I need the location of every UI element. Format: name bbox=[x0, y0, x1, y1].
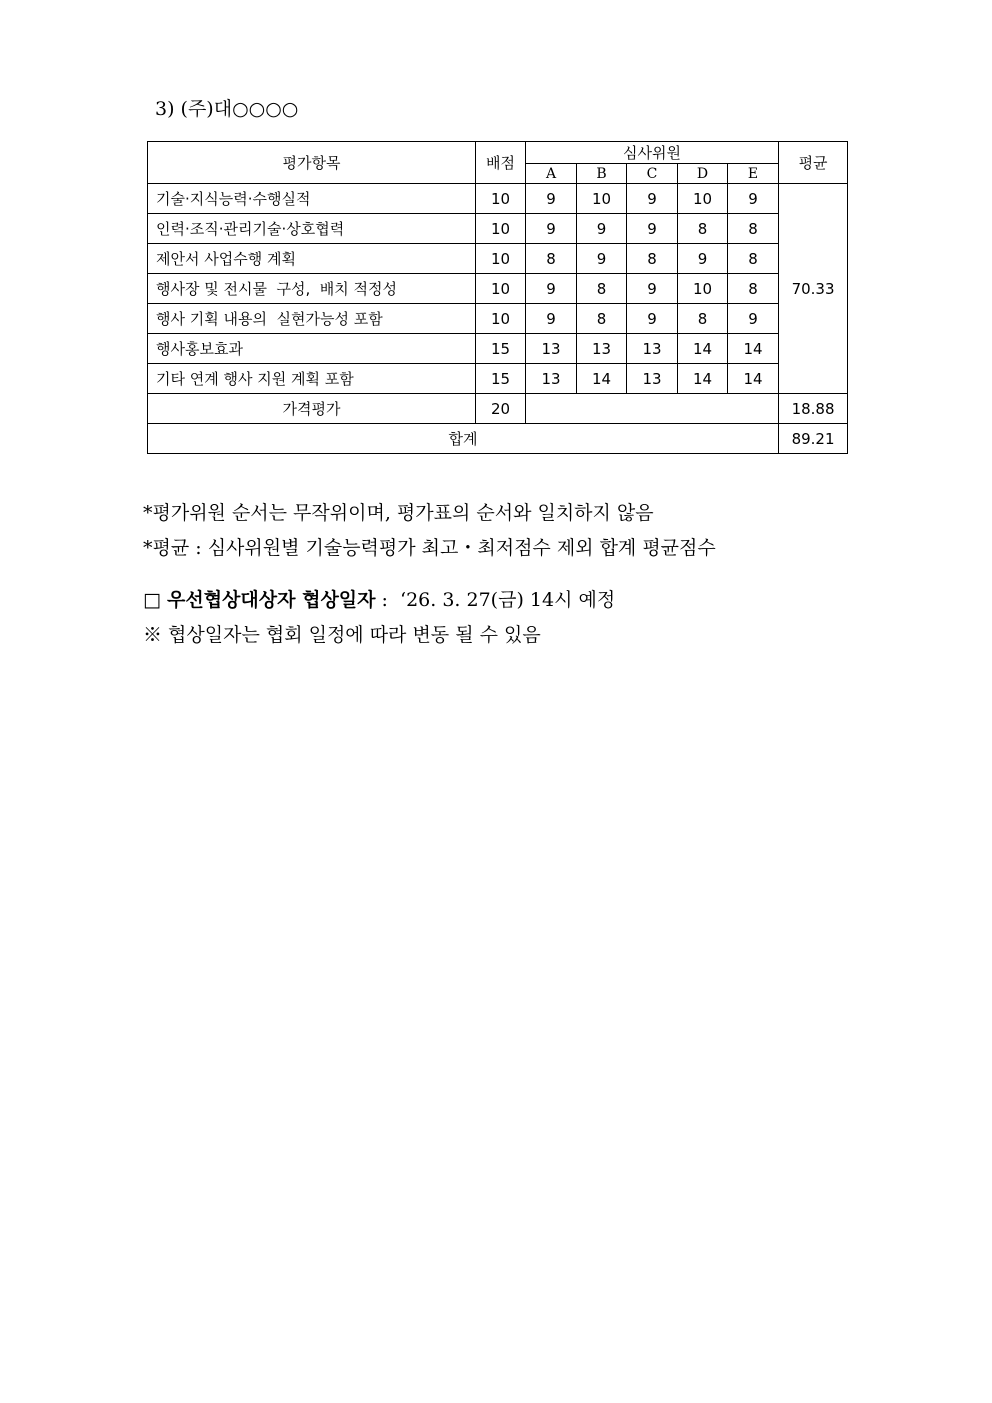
total-label: 합계 bbox=[148, 424, 779, 454]
reviewer-a: A bbox=[526, 164, 577, 184]
cell-b: 8 bbox=[577, 274, 627, 304]
cell-a: 9 bbox=[526, 274, 577, 304]
cell-c: 9 bbox=[627, 184, 678, 214]
total-value: 89.21 bbox=[779, 424, 848, 454]
row-item: 행사장 및 전시물 구성, 배치 적정성 bbox=[148, 274, 476, 304]
cell-c: 9 bbox=[627, 304, 678, 334]
cell-b: 13 bbox=[577, 334, 627, 364]
price-row bbox=[148, 394, 848, 424]
note-average: *평균 : 심사위원별 기술능력평가 최고・최저점수 제외 합계 평균점수 bbox=[143, 537, 716, 559]
cell-d: 14 bbox=[678, 334, 728, 364]
cell-c: 9 bbox=[627, 214, 678, 244]
cell-c: 13 bbox=[627, 334, 678, 364]
technical-average: 70.33 bbox=[779, 184, 848, 394]
schedule-value: : ‘26. 3. 27(금) 14시 예정 bbox=[375, 589, 616, 611]
header-average: 평균 bbox=[779, 142, 848, 184]
cell-b: 8 bbox=[577, 304, 627, 334]
cell-d: 8 bbox=[678, 214, 728, 244]
cell-e: 14 bbox=[728, 334, 779, 364]
row-item: 기타 연계 행사 지원 계획 포함 bbox=[148, 364, 476, 394]
row-score: 10 bbox=[476, 184, 526, 214]
price-label: 가격평가 bbox=[148, 394, 476, 424]
price-empty-cell bbox=[526, 394, 779, 424]
cell-a: 13 bbox=[526, 364, 577, 394]
cell-d: 10 bbox=[678, 184, 728, 214]
table-row bbox=[148, 334, 848, 364]
row-item: 행사홍보효과 bbox=[148, 334, 476, 364]
evaluation-table bbox=[147, 141, 848, 454]
cell-e: 9 bbox=[728, 304, 779, 334]
table-row bbox=[148, 304, 848, 334]
row-score: 15 bbox=[476, 334, 526, 364]
cell-b: 9 bbox=[577, 214, 627, 244]
row-score: 10 bbox=[476, 214, 526, 244]
note-order: *평가위원 순서는 무작위이며, 평가표의 순서와 일치하지 않음 bbox=[143, 502, 654, 524]
cell-b: 9 bbox=[577, 244, 627, 274]
table-row bbox=[148, 244, 848, 274]
cell-d: 9 bbox=[678, 244, 728, 274]
table-row bbox=[148, 214, 848, 244]
cell-c: 13 bbox=[627, 364, 678, 394]
reviewer-b: B bbox=[577, 164, 627, 184]
header-item: 평가항목 bbox=[148, 142, 476, 184]
cell-e: 9 bbox=[728, 184, 779, 214]
cell-c: 8 bbox=[627, 244, 678, 274]
price-average: 18.88 bbox=[779, 394, 848, 424]
table-header-row bbox=[148, 142, 848, 164]
negotiation-schedule bbox=[143, 585, 615, 612]
cell-a: 8 bbox=[526, 244, 577, 274]
table-row bbox=[148, 364, 848, 394]
total-row bbox=[148, 424, 848, 454]
row-item: 제안서 사업수행 계획 bbox=[148, 244, 476, 274]
cell-d: 8 bbox=[678, 304, 728, 334]
cell-b: 14 bbox=[577, 364, 627, 394]
row-score: 10 bbox=[476, 244, 526, 274]
cell-d: 10 bbox=[678, 274, 728, 304]
cell-a: 13 bbox=[526, 334, 577, 364]
reviewer-d: D bbox=[678, 164, 728, 184]
cell-a: 9 bbox=[526, 184, 577, 214]
cell-e: 8 bbox=[728, 244, 779, 274]
row-score: 10 bbox=[476, 274, 526, 304]
cell-c: 9 bbox=[627, 274, 678, 304]
header-reviewers: 심사위원 bbox=[526, 142, 779, 164]
row-score: 15 bbox=[476, 364, 526, 394]
header-score: 배점 bbox=[476, 142, 526, 184]
cell-e: 8 bbox=[728, 274, 779, 304]
row-item: 기술·지식능력·수행실적 bbox=[148, 184, 476, 214]
reviewer-e: E bbox=[728, 164, 779, 184]
cell-e: 14 bbox=[728, 364, 779, 394]
row-score: 10 bbox=[476, 304, 526, 334]
cell-b: 10 bbox=[577, 184, 627, 214]
row-item: 인력·조직·관리기술·상호협력 bbox=[148, 214, 476, 244]
section-heading: 3) (주)대○○○○ bbox=[155, 98, 299, 120]
cell-a: 9 bbox=[526, 304, 577, 334]
price-score: 20 bbox=[476, 394, 526, 424]
reviewer-c: C bbox=[627, 164, 678, 184]
schedule-label: 우선협상대상자 협상일자 bbox=[167, 589, 376, 611]
cell-a: 9 bbox=[526, 214, 577, 244]
cell-d: 14 bbox=[678, 364, 728, 394]
cell-e: 8 bbox=[728, 214, 779, 244]
checkbox-square-icon: □ bbox=[143, 589, 161, 611]
table-row bbox=[148, 184, 848, 214]
row-item: 행사 기획 내용의 실현가능성 포함 bbox=[148, 304, 476, 334]
table-row bbox=[148, 274, 848, 304]
note-schedule-change: ※ 협상일자는 협회 일정에 따라 변동 될 수 있음 bbox=[143, 624, 541, 646]
